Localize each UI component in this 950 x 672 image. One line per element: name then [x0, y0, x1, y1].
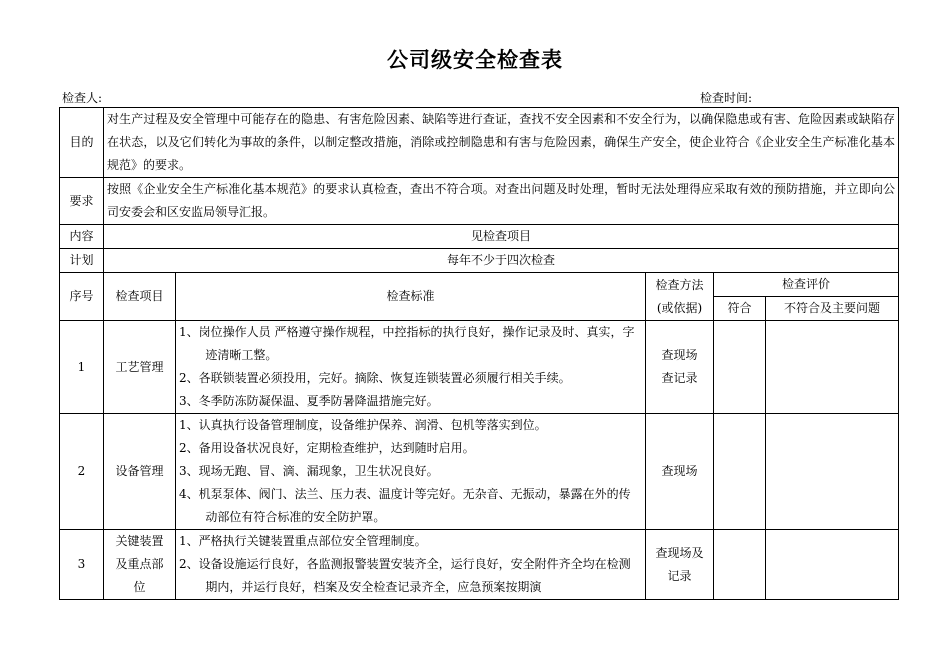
inspector-label: 检查人: — [62, 91, 103, 105]
item-nonconform-cell[interactable] — [766, 321, 899, 414]
standard-line: 3、冬季防冻防凝保温、夏季防暑降温措施完好。 — [179, 394, 439, 408]
header-nonconform: 不符合及主要问题 — [766, 297, 899, 321]
item-method-line1: 查现场及 — [655, 545, 704, 560]
item-conform-cell[interactable] — [714, 530, 766, 600]
requirement-text: 按照《企业安全生产标准化基本规范》的要求认真检查，查出不符合项。对查出问题及时处理，暂时无法处理得应采取有效的预防措施，并立即向公司安委会和区安监局领导汇报。 — [104, 178, 899, 225]
standard-line: 2、备用设备状况良好，定期检查维护，达到随时启用。 — [179, 441, 475, 455]
item-seq: 1 — [60, 321, 104, 414]
item-method — [646, 530, 714, 600]
inspection-time-label: 检查时间: — [700, 91, 753, 105]
header-method-line2: (或依据) — [656, 300, 703, 315]
requirement-label: 要求 — [60, 178, 104, 225]
header-method-line1: 检查方法 — [655, 277, 704, 292]
item-standards — [176, 321, 646, 414]
header-method — [646, 273, 714, 321]
item-nonconform-cell[interactable] — [766, 530, 899, 600]
header-evaluation: 检查评价 — [714, 273, 899, 297]
standard-line: 2、各联锁装置必须投用，完好。摘除、恢复连锁装置必须履行相关手续。 — [179, 371, 571, 385]
plan-label: 计划 — [60, 249, 104, 273]
header-conform: 符合 — [714, 297, 766, 321]
purpose-label: 目的 — [60, 108, 104, 178]
item-name-line2: 及重点部 — [115, 557, 164, 571]
page-title: 公司级安全检查表 — [387, 48, 563, 72]
item-method-line2: 记录 — [667, 568, 692, 583]
table-row — [60, 530, 899, 600]
table-row — [60, 414, 899, 530]
table-row — [60, 321, 899, 414]
standard-line: 4、机泵泵体、阀门、法兰、压力表、温度计等完好。无杂音、无振动，暴露在外的传动部位有符合标准的安全防护罩。 — [179, 487, 631, 524]
requirement-row — [60, 178, 899, 225]
item-name: 设备管理 — [104, 414, 176, 530]
table-header-row — [60, 273, 899, 297]
plan-row — [60, 249, 899, 273]
item-method — [646, 321, 714, 414]
item-name — [104, 530, 176, 600]
item-conform-cell[interactable] — [714, 321, 766, 414]
item-method-line1: 查现场 — [661, 464, 698, 478]
standard-line: 2、设备设施运行良好，各监测报警装置安装齐全，运行良好，安全附件齐全均在检测期内，并运行良好，档案及安全检查记录齐全，应急预案按期演 — [179, 557, 631, 594]
item-name-line1: 关键装置 — [115, 534, 164, 548]
content-row — [60, 225, 899, 249]
standard-line: 1、严格执行关键装置重点部位安全管理制度。 — [179, 534, 427, 548]
item-method-line2: 查记录 — [661, 371, 698, 385]
header-standard: 检查标准 — [176, 273, 646, 321]
plan-text: 每年不少于四次检查 — [104, 249, 899, 273]
item-name-line3: 位 — [133, 580, 146, 594]
item-standards — [176, 414, 646, 530]
inspection-table — [59, 107, 899, 600]
standard-line: 1、岗位操作人员 严格遵守操作规程，中控指标的执行良好，操作记录及时、真实，字迹清晰工整。 — [179, 325, 635, 362]
item-name: 工艺管理 — [104, 321, 176, 414]
purpose-text: 对生产过程及安全管理中可能存在的隐患、有害危险因素、缺陷等进行查证，查找不安全因素和不安全行为，以确保隐患或有害、危险因素或缺陷存在状态，以及它们转化为事故的条件，以制定整改措施，消除或控制隐患和有害与危险因素，确保生产安全，使企业符合《企业安全生产标准化基本规范》的要求。 — [104, 108, 899, 178]
standard-line: 1、认真执行设备管理制度，设备维护保养、润滑、包机等落实到位。 — [179, 418, 547, 432]
item-seq: 2 — [60, 414, 104, 530]
item-method-line1: 查现场 — [661, 348, 698, 362]
item-conform-cell[interactable] — [714, 414, 766, 530]
header-item: 检查项目 — [104, 273, 176, 321]
item-nonconform-cell[interactable] — [766, 414, 899, 530]
standard-line: 3、现场无跑、冒、滴、漏现象，卫生状况良好。 — [179, 464, 439, 478]
item-standards — [176, 530, 646, 600]
purpose-row — [60, 108, 899, 178]
content-label: 内容 — [60, 225, 104, 249]
item-seq: 3 — [60, 530, 104, 600]
content-text: 见检查项目 — [104, 225, 899, 249]
item-method — [646, 414, 714, 530]
header-seq: 序号 — [60, 273, 104, 321]
meta-row — [60, 89, 898, 107]
